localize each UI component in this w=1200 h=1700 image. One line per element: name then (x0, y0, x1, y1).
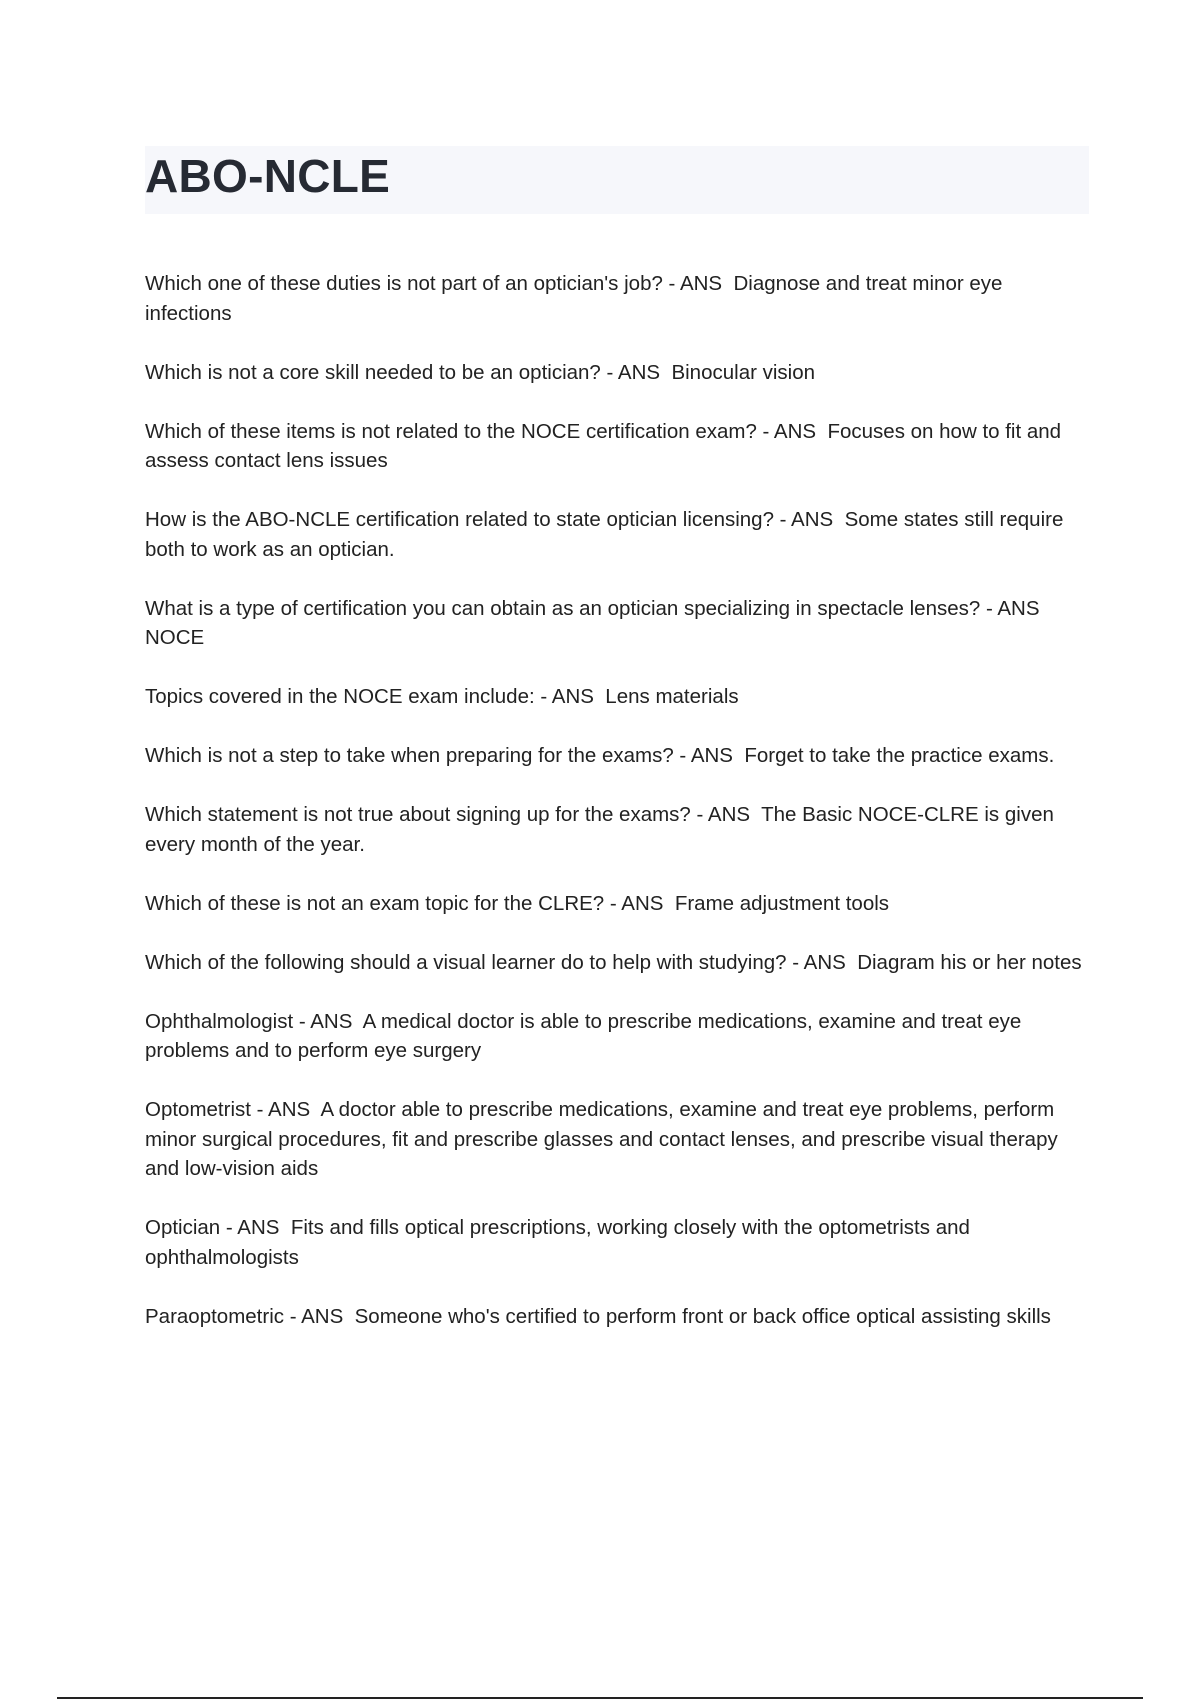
qa-item: Which of these is not an exam topic for the CLRE? - ANS Frame adjustment tools (145, 891, 890, 915)
footer-divider (57, 1697, 1143, 1699)
qa-item: Topics covered in the NOCE exam include: - ANS Lens materials (145, 685, 739, 708)
qa-item: How is the ABO-NCLE certification related to state optician licensing? - ANS Some states still require both to work as an optician. (145, 508, 1070, 561)
qa-item: Which is not a step to take when preparing for the exams? - ANS Forget to take the practice exams. (145, 744, 1055, 767)
document-title: ABO-NCLE (145, 150, 391, 202)
qa-item: Which of the following should a visual learner do to help with studying? - ANS Diagram his or her notes (145, 950, 1082, 974)
qa-list (145, 269, 1085, 1361)
qa-item: Paraoptometric - ANS Someone who's certified to perform front or back office optical assisting skills (145, 1304, 1051, 1328)
qa-item: Ophthalmologist - ANS A medical doctor is able to prescribe medications, examine and treat eye problems and to perform eye surgery (145, 1009, 1027, 1062)
qa-item: Which is not a core skill needed to be an optician? - ANS Binocular vision (145, 360, 816, 384)
qa-item: What is a type of certification you can obtain as an optician specializing in spectacle lenses? - ANS NOCE (145, 596, 1051, 649)
qa-item: Optometrist - ANS A doctor able to prescribe medications, examine and treat eye problems, perform minor surgical procedures, fit and prescribe glasses and contact lenses, and prescribe visual therapy and low-vision aids (145, 1098, 1064, 1180)
qa-item: Optician - ANS Fits and fills optical prescriptions, working closely with the optometrists and ophthalmologists (145, 1216, 976, 1269)
title-band (145, 146, 1089, 214)
qa-item: Which statement is not true about signing up for the exams? - ANS The Basic NOCE-CLRE is given every month of the year. (145, 803, 1060, 856)
qa-item: Which of these items is not related to the NOCE certification exam? - ANS Focuses on how to fit and assess contact lens issues (145, 419, 1067, 472)
qa-item: Which one of these duties is not part of an optician's job? - ANS Diagnose and treat minor eye infections (145, 272, 1009, 325)
